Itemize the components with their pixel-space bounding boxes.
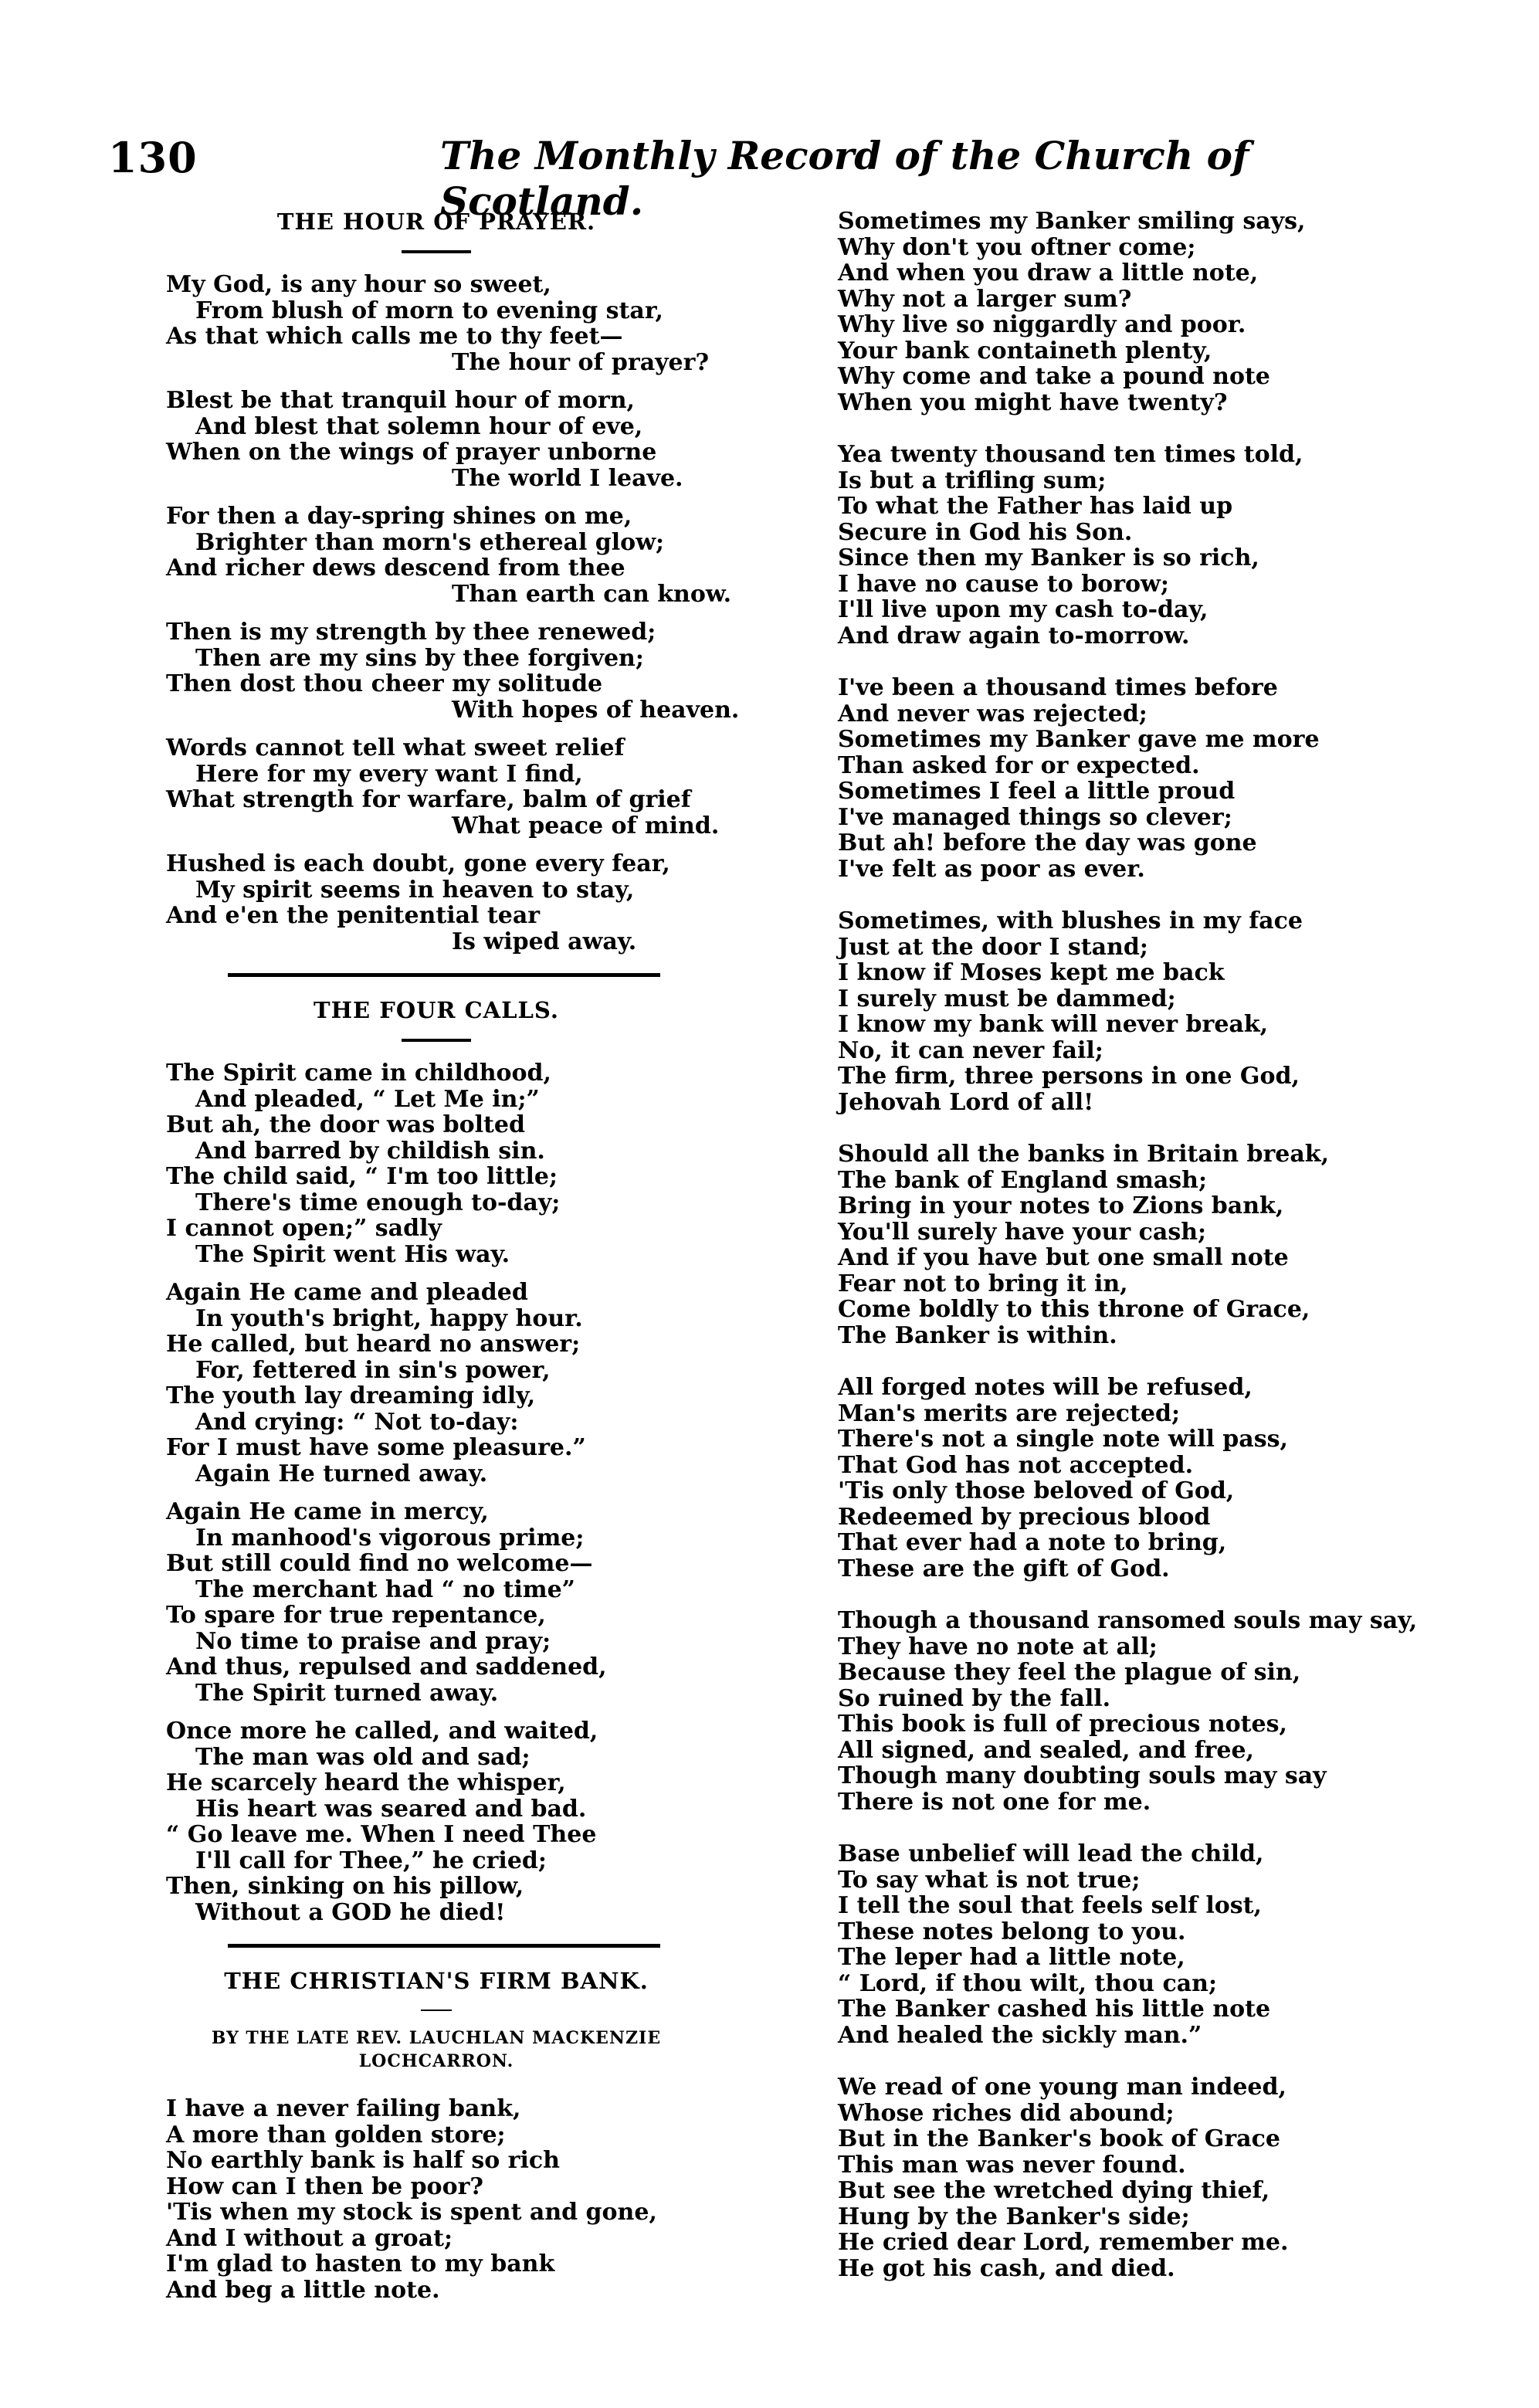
verse-line: But see the wretched dying thief, <box>838 2177 1270 2204</box>
stanza <box>838 209 1502 415</box>
verse-line: He called, but heard no answer; <box>166 1331 581 1358</box>
stanza <box>838 1375 1502 1582</box>
verse-line: There's not a single note will pass, <box>838 1426 1288 1453</box>
verse-line: What peace of mind. <box>452 812 720 839</box>
stanza <box>166 1499 707 1706</box>
verse-line: Then is my strength by thee renewed; <box>166 619 656 646</box>
hour-of-prayer-poem <box>166 271 740 955</box>
verse-line: For, fettered in sin's power, <box>195 1356 551 1384</box>
verse-line: Than earth can know. <box>452 580 732 608</box>
verse-line: Come boldly to this throne of Grace, <box>838 1296 1310 1323</box>
verse-line: Sometimes my Banker gave me more <box>838 726 1320 753</box>
stanza <box>166 271 710 376</box>
title-rule <box>421 2009 452 2011</box>
stanza <box>166 388 707 491</box>
verse-line: As that which calls me to thy feet— <box>166 323 623 350</box>
verse-line: Then dost thou cheer my solitude <box>166 670 603 697</box>
verse-line: Man's merits are rejected; <box>838 1399 1181 1427</box>
stanza <box>838 1608 1502 1815</box>
verse-line: Words cannot tell what sweet relief <box>166 734 625 761</box>
verse-line: Blest be that tranquil hour of morn, <box>166 387 635 414</box>
verse-line: And I without a groat; <box>166 2224 453 2252</box>
stanza <box>838 1841 1502 2048</box>
verse-line: Since then my Banker is so rich, <box>838 544 1259 571</box>
verse-line: To spare for true repentance, <box>166 1602 546 1629</box>
verse-line: Hung by the Banker's side; <box>838 2203 1190 2230</box>
verse-line: The Spirit went His way. <box>195 1240 510 1268</box>
verse-line: Because they feel the plague of sin, <box>838 1659 1301 1686</box>
verse-line: I have no cause to borow; <box>838 570 1169 598</box>
verse-line: I know if Moses kept me back <box>838 959 1225 986</box>
verse-line: The Spirit came in childhood, <box>166 1060 551 1087</box>
firm-bank-poem-start <box>166 2096 707 2303</box>
left-column <box>166 209 740 2315</box>
verse-line: The world I leave. <box>452 464 683 492</box>
verse-line: Why live so niggardly and poor. <box>838 311 1246 338</box>
verse-line: No, it can never fail; <box>838 1036 1103 1064</box>
verse-line: Though many doubting souls may say <box>838 1762 1327 1789</box>
byline-author: BY THE LATE REV. LAUCHLAN MACKENZIE <box>211 2028 662 2048</box>
four-calls-title: THE FOUR CALLS. <box>314 997 559 1023</box>
verse-line: Without a GOD he died! <box>195 1898 506 1926</box>
verse-line: With hopes of heaven. <box>452 696 740 724</box>
verse-line: Redeemed by precious blood <box>838 1503 1211 1531</box>
verse-line: The child said, “ I'm too little; <box>166 1163 558 1190</box>
byline <box>166 2026 707 2073</box>
verse-line: Why don't you oftner come; <box>838 233 1196 261</box>
verse-line: The youth lay dreaming idly, <box>166 1382 536 1409</box>
title-rule <box>402 250 471 253</box>
stanza <box>838 908 1502 1115</box>
section-divider <box>228 1944 660 1948</box>
verse-line: In manhood's vigorous prime; <box>195 1524 585 1552</box>
verse-line: I'll call for Thee,” he cried; <box>195 1847 547 1874</box>
verse-line: Why come and take a pound note <box>838 363 1270 390</box>
verse-line: Again He turned away. <box>195 1460 488 1487</box>
firm-bank-title: THE CHRISTIAN'S FIRM BANK. <box>224 1968 649 1994</box>
verse-line: He cried dear Lord, remember me. <box>838 2229 1289 2256</box>
verse-line: You'll surely have your cash; <box>838 1218 1207 1246</box>
running-title: The Monthly Record of the Church of Scotland. <box>440 133 1249 224</box>
verse-line: Though a thousand ransomed souls may say, <box>838 1607 1418 1634</box>
hour-of-prayer-title: THE HOUR OF PRAYER. <box>276 209 596 235</box>
verse-line: Just at the door I stand; <box>838 933 1148 961</box>
verse-line: Sometimes I feel a little proud <box>838 778 1236 805</box>
verse-line: And richer dews descend from thee <box>166 555 625 582</box>
verse-line: The hour of prayer? <box>452 348 710 376</box>
verse-line: My God, is any hour so sweet, <box>166 271 551 298</box>
verse-line: My spirit seems in heaven to stay, <box>195 876 635 904</box>
verse-line: And healed the sickly man.” <box>838 2021 1202 2049</box>
verse-line: And when you draw a little note, <box>838 259 1259 287</box>
verse-line: There's time enough to-day; <box>195 1189 561 1216</box>
verse-line: “ Lord, if thou wilt, thou can; <box>838 1969 1218 1997</box>
verse-line: But ah! before the day was gone <box>838 829 1257 856</box>
verse-line: Is but a trifling sum; <box>838 466 1107 494</box>
verse-line: The Banker cashed his little note <box>838 1996 1271 2023</box>
verse-line: I've managed things so clever; <box>838 803 1232 831</box>
verse-line: To what the Father has laid up <box>838 493 1233 520</box>
verse-line: Your bank containeth plenty, <box>838 337 1212 365</box>
verse-line: Sometimes, with blushes in my face <box>838 907 1303 934</box>
verse-line: The Spirit turned away. <box>195 1679 499 1707</box>
stanza <box>838 442 1502 649</box>
verse-line: Brighter than morn's ethereal glow; <box>195 528 665 556</box>
verse-line: When you might have twenty? <box>838 388 1228 416</box>
verse-line: From blush of morn to evening star, <box>195 297 663 324</box>
verse-line: All signed, and sealed, and free, <box>838 1736 1254 1764</box>
verse-line: We read of one young man indeed, <box>838 2074 1286 2101</box>
stanza <box>166 503 732 608</box>
verse-line: Sometimes my Banker smiling says, <box>838 208 1306 235</box>
verse-line: And draw again to-morrow. <box>838 622 1190 649</box>
verse-line: No time to praise and pray; <box>195 1627 551 1655</box>
verse-line: This book is full of precious notes, <box>838 1711 1287 1738</box>
verse-line: And beg a little note. <box>166 2276 440 2304</box>
verse-line: All forged notes will be refused, <box>838 1374 1253 1401</box>
verse-line: Secure in God his Son. <box>838 518 1133 546</box>
stanza <box>166 1280 707 1487</box>
verse-line: Here for my every want I find, <box>195 760 583 788</box>
verse-line: The merchant had “ no time” <box>195 1575 575 1603</box>
stanza <box>166 734 720 839</box>
verse-line: I've felt as poor as ever. <box>838 855 1145 883</box>
verse-line: In youth's bright, happy hour. <box>195 1304 583 1332</box>
verse-line: How can I then be poor? <box>166 2172 483 2200</box>
verse-line: What strength for warfare, balm of grief <box>166 786 691 813</box>
verse-line: These notes belong to you. <box>838 1918 1186 1945</box>
stanza <box>838 1141 1502 1348</box>
right-column <box>838 209 1502 2308</box>
verse-line: 'Tis when my stock is spent and gone, <box>166 2199 657 2226</box>
verse-line: Again He came and pleaded <box>166 1279 528 1306</box>
four-calls-poem <box>166 1060 707 1925</box>
verse-line: So ruined by the fall. <box>838 1684 1111 1712</box>
verse-line: He scarcely heard the whisper, <box>166 1769 566 1796</box>
stanza <box>166 1718 707 1925</box>
stanza <box>166 2096 707 2303</box>
verse-line: I've been a thousand times before <box>838 674 1278 701</box>
stanza <box>838 675 1502 882</box>
verse-line: And pleaded, “ Let Me in;” <box>195 1085 540 1113</box>
verse-line: Again He came in mercy, <box>166 1498 489 1525</box>
verse-line: Than asked for or expected. <box>838 751 1200 779</box>
verse-line: And never was rejected; <box>838 700 1147 727</box>
verse-line: Should all the banks in Britain break, <box>838 1141 1330 1168</box>
verse-line: Why not a larger sum? <box>838 285 1132 313</box>
verse-line: And thus, repulsed and saddened, <box>166 1653 607 1681</box>
verse-line: Then are my sins by thee forgiven; <box>195 644 644 672</box>
verse-line: And if you have but one small note <box>838 1244 1289 1271</box>
verse-line: But ah, the door was bolted <box>166 1111 525 1138</box>
verse-line: That ever had a note to bring, <box>838 1529 1227 1556</box>
verse-line: “ Go leave me. When I need Thee <box>166 1821 597 1848</box>
verse-line: The bank of England smash; <box>838 1166 1208 1194</box>
verse-line: Whose riches did abound; <box>838 2099 1175 2127</box>
verse-line: I cannot open;” sadly <box>166 1215 442 1242</box>
verse-line: Base unbelief will lead the child, <box>838 1840 1264 1867</box>
firm-bank-poem-continued <box>838 209 1502 2281</box>
verse-line: Hushed is each doubt, gone every fear, <box>166 850 670 877</box>
verse-line: This man was never found. <box>838 2151 1186 2179</box>
verse-line: I surely must be dammed; <box>838 985 1176 1012</box>
verse-line: I'm glad to hasten to my bank <box>166 2250 555 2277</box>
title-rule <box>402 1039 471 1042</box>
verse-line: Yea twenty thousand ten times told, <box>838 441 1303 468</box>
stanza <box>838 2074 1502 2281</box>
verse-line: Then, sinking on his pillow, <box>166 1873 524 1900</box>
verse-line: I'll live upon my cash to-day, <box>838 596 1208 623</box>
verse-line: For then a day-spring shines on me, <box>166 503 632 530</box>
verse-line: To say what is not true; <box>838 1866 1141 1894</box>
verse-line: I know my bank will never break, <box>838 1011 1269 1038</box>
verse-line: The leper had a little note, <box>838 1944 1185 1971</box>
verse-line: That God has not accepted. <box>838 1451 1194 1479</box>
verse-line: Bring in your notes to Zions bank, <box>838 1192 1284 1219</box>
verse-line: 'Tis only those beloved of God, <box>838 1477 1235 1504</box>
verse-line: He got his cash, and died. <box>838 2254 1175 2282</box>
verse-line: And blest that solemn hour of eve, <box>195 412 643 440</box>
verse-line: The Banker is within. <box>838 1321 1117 1349</box>
section-divider <box>228 973 660 977</box>
stanza <box>166 619 740 724</box>
verse-line: And e'en the penitential tear <box>166 902 541 929</box>
verse-line: I tell the soul that feels self lost, <box>838 1892 1262 1919</box>
verse-line: They have no note at all; <box>838 1633 1158 1660</box>
verse-line: There is not one for me. <box>838 1788 1151 1816</box>
verse-line: And crying: “ Not to-day: <box>195 1408 519 1436</box>
stanza <box>166 1060 707 1267</box>
verse-line: But still could find no welcome— <box>166 1550 593 1577</box>
verse-line: The firm, three persons in one God, <box>838 1063 1300 1090</box>
verse-line: When on the wings of prayer unborne <box>166 439 657 466</box>
verse-line: A more than golden store; <box>166 2121 506 2149</box>
byline-place: LOCHCARRON. <box>358 2051 514 2071</box>
verse-line: And barred by childish sin. <box>195 1137 545 1165</box>
verse-line: Once more he called, and waited, <box>166 1718 598 1745</box>
verse-line: No earthly bank is half so rich <box>166 2147 560 2174</box>
verse-line: Fear not to bring it in, <box>838 1270 1128 1297</box>
verse-line: Jehovah Lord of all! <box>838 1088 1094 1116</box>
verse-line: For I must have some pleasure.” <box>166 1434 586 1461</box>
verse-line: I have a never failing bank, <box>166 2095 521 2122</box>
verse-line: These are the gift of God. <box>838 1555 1170 1582</box>
page-number: 130 <box>108 133 198 182</box>
verse-line: Is wiped away. <box>452 928 637 955</box>
verse-line: His heart was seared and bad. <box>195 1795 587 1823</box>
verse-line: The man was old and sad; <box>195 1743 531 1771</box>
stanza <box>166 851 707 955</box>
verse-line: But in the Banker's book of Grace <box>838 2125 1280 2152</box>
